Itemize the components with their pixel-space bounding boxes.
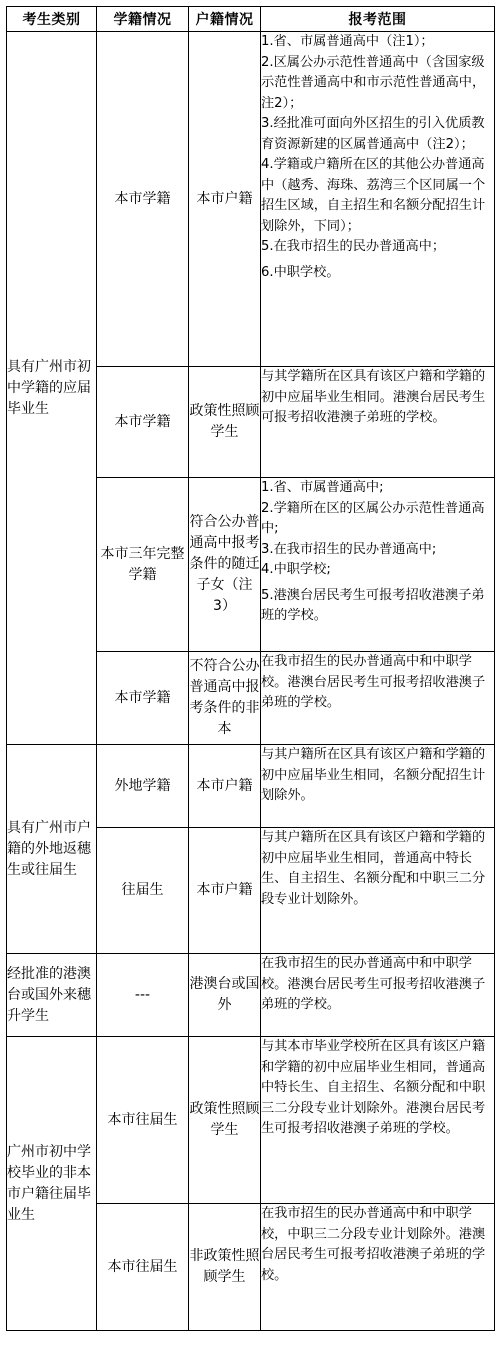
header-category: 考生类别 [7, 7, 97, 32]
huji-cell: 政策性照顾学生 [189, 1037, 261, 1204]
scope-cell [261, 367, 495, 478]
scope-item: 在我市招生的民办普通高中和中职学校。港澳台居民考生可报考招收港澳子弟班的学校。 [261, 654, 486, 710]
scope-item: 1.省、市属普通高中; [261, 480, 384, 495]
scope-item: 3.经批准可面向外区招生的引入优质教育资源新建的区属普通高中（注2）； [261, 116, 485, 152]
xueji-cell: 本市学籍 [97, 652, 189, 745]
huji-cell [189, 652, 261, 745]
scope-cell [261, 828, 495, 954]
xueji-cell: 外地学籍 [97, 745, 189, 828]
scope-cell [261, 32, 495, 367]
scope-item: 4.学籍或户籍所在区的其他公办普通高中（越秀、海珠、荔湾三个区同属一个招生区域，自主招生和名额分配招生计划除外，下同）； [261, 157, 486, 234]
scope-cell [261, 954, 495, 1037]
scope-cell [261, 1204, 495, 1331]
scope-item: 5.在我市招生的民办普通高中； [261, 239, 446, 254]
category-cell: 广州市初中学校毕业的非本市户籍往届毕业生 [7, 1037, 97, 1331]
huji-cell: 本市户籍 [189, 32, 261, 367]
xueji-cell: 本市三年完整学籍 [97, 478, 189, 652]
admission-scope-table [6, 6, 495, 1331]
huji-cell: 港澳台或国外 [189, 954, 261, 1037]
scope-item: 与其学籍所在区具有该区户籍和学籍的初中应届毕业生相同。港澳台居民考生可报考招收港澳子弟班的学校。 [261, 369, 486, 425]
huji-text: 不符合公办普通高中报考条件的非本 [189, 658, 260, 737]
huji-cell: 政策性照顾学生 [189, 367, 261, 478]
huji-cell: 本市户籍 [189, 745, 261, 828]
category-cell: 具有广州市户籍的外地返穗生或往届生 [7, 745, 97, 954]
scope-item: 4.中职学校; [261, 562, 331, 577]
category-cell: 具有广州市初中学籍的应届毕业生 [7, 32, 97, 745]
scope-item: 与其户籍所在区具有该区户籍和学籍的初中应届毕业生相同，名额分配招生计划除外。 [261, 747, 486, 803]
table-row [7, 954, 495, 1037]
huji-cell: 本市户籍 [189, 828, 261, 954]
table-row [7, 32, 495, 367]
scope-item: 在我市招生的民办普通高中和中职学校，中职三二分段专业计划除外。港澳台居民考生可报考招收港澳子弟班的学校。 [261, 1206, 486, 1283]
scope-item: 与其本市毕业学校所在区具有该区户籍和学籍的初中应届毕业生相同，普通高中特长生、自主招生、名额分配和中职三二分段专业计划除外。港澳台居民考生可报考招收港澳子弟班的学校。 [261, 1039, 486, 1136]
scope-cell [261, 652, 495, 745]
table-row [7, 745, 495, 828]
xueji-cell: 本市往届生 [97, 1037, 189, 1204]
xueji-cell: 本市学籍 [97, 32, 189, 367]
category-cell: 经批准的港澳台或国外来穗升学生 [7, 954, 97, 1037]
scope-cell [261, 1037, 495, 1204]
xueji-cell: 往届生 [97, 828, 189, 954]
scope-cell [261, 745, 495, 828]
table-row [7, 1037, 495, 1204]
scope-item: 与其户籍所在区具有该区户籍和学籍的初中应届毕业生相同，普通高中特长生、自主招生、名额分配和中职三二分段专业计划除外。 [261, 830, 486, 907]
huji-cell: 非政策性照顾学生 [189, 1204, 261, 1331]
header-scope: 报考范围 [261, 7, 495, 32]
scope-item: 6.中职学校。 [261, 264, 340, 280]
header-huji: 户籍情况 [189, 7, 261, 32]
scope-item: 5.港澳台居民考生可报考招收港澳子弟班的学校。 [261, 587, 485, 623]
huji-cell: 符合公办普通高中报考条件的随迁子女（注3） [189, 478, 261, 652]
header-xueji: 学籍情况 [97, 7, 189, 32]
xueji-cell: 本市往届生 [97, 1204, 189, 1331]
xueji-cell: 本市学籍 [97, 367, 189, 478]
scope-item: 3.在我市招生的民办普通高中; [261, 541, 437, 557]
scope-cell [261, 478, 495, 652]
scope-item: 在我市招生的民办普通高中和中职学校。港澳台居民考生可报考招收港澳子弟班的学校。 [261, 956, 486, 1012]
scope-item: 1.省、市属普通高中（注1）； [261, 34, 434, 49]
header-row [7, 7, 495, 32]
scope-item: 2.区属公办示范性普通高中（含国家级示范性普通高中和市示范性普通高中，注2）； [261, 54, 486, 111]
xueji-cell: --- [97, 954, 189, 1037]
scope-item: 2.学籍所在区的区属公办示范性普通高中; [261, 500, 485, 536]
